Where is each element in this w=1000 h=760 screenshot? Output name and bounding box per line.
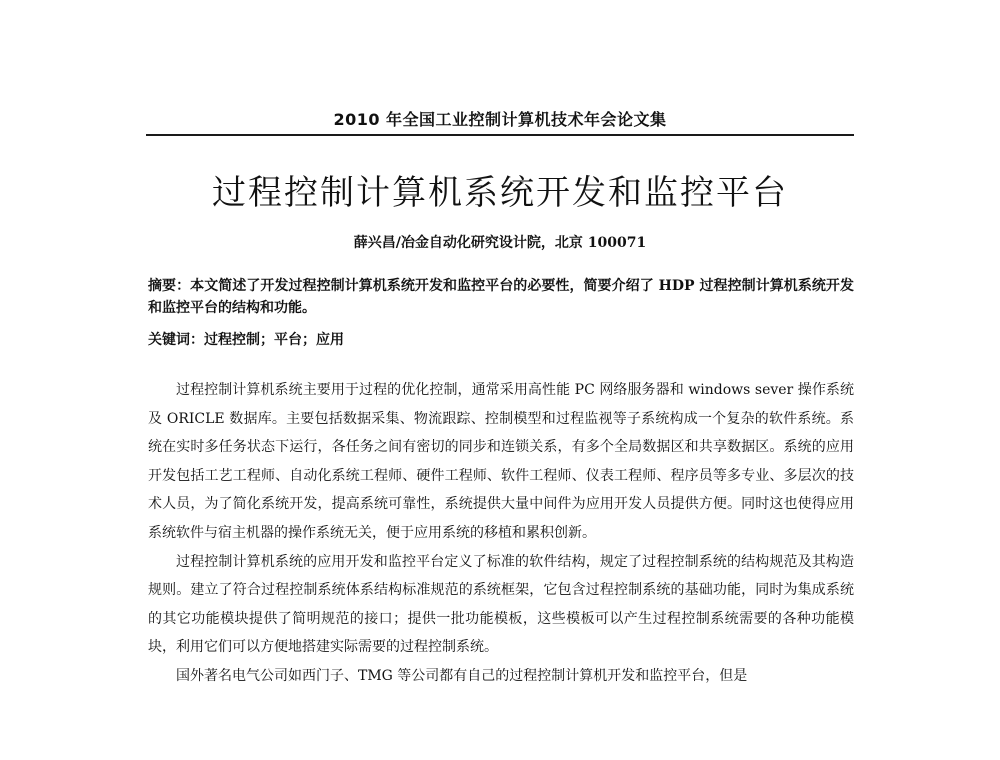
article-title: 过程控制计算机系统开发和监控平台: [212, 173, 788, 213]
body-paragraph: 国外著名电气公司如西门子、TMG 等公司都有自己的过程控制计算机开发和监控平台，但是: [176, 667, 748, 684]
body-paragraph: 过程控制计算机系统主要用于过程的优化控制，通常采用高性能 PC 网络服务器和 windows sever 操作系统及 ORICLE 数据库。主要包括数据采集、物流跟踪、控制模型和过程监视等子系统构成一个复杂的软件系统。系统在实时多任务状态下运行，各任务之间有密切的同步和连锁关系，有多个全局数据区和共享数据区。系统的应用开发包括工艺工程师、自动化系统工程师、硬件工程师、软件工程师、仪表工程师、程序员等多专业、多层次的技术人员，为了简化系统开发，提高系统可靠性，系统提供大量中间件为应用开发人员提供方便。同时这也使得应用系统软件与宿主机器的操作系统无关，便于应用系统的移植和累积创新。: [148, 382, 854, 541]
body-paragraph: 过程控制计算机系统的应用开发和监控平台定义了标准的软件结构，规定了过程控制系统的结构规范及其构造规则。建立了符合过程控制系统体系结构标准规范的系统框架，它包含过程控制系统的基础功能，同时为集成系统的其它功能模块提供了简明规范的接口；提供一批功能模板，这些模板可以产生过程控制系统需要的各种功能模块，利用它们可以方便地搭建实际需要的过程控制系统。: [148, 553, 854, 656]
running-header: 2010 年全国工业控制计算机技术年会论文集: [333, 110, 667, 129]
abstract: 摘要：本文简述了开发过程控制计算机系统开发和监控平台的必要性，简要介绍了 HDP 过程控制计算机系统开发和监控平台的结构和功能。: [148, 278, 854, 316]
header-rule: [146, 134, 854, 136]
body-text: [148, 376, 854, 691]
author-affiliation: 薛兴昌/冶金自动化研究设计院，北京 100071: [353, 235, 647, 251]
keywords: 关键词：过程控制；平台；应用: [148, 332, 344, 348]
